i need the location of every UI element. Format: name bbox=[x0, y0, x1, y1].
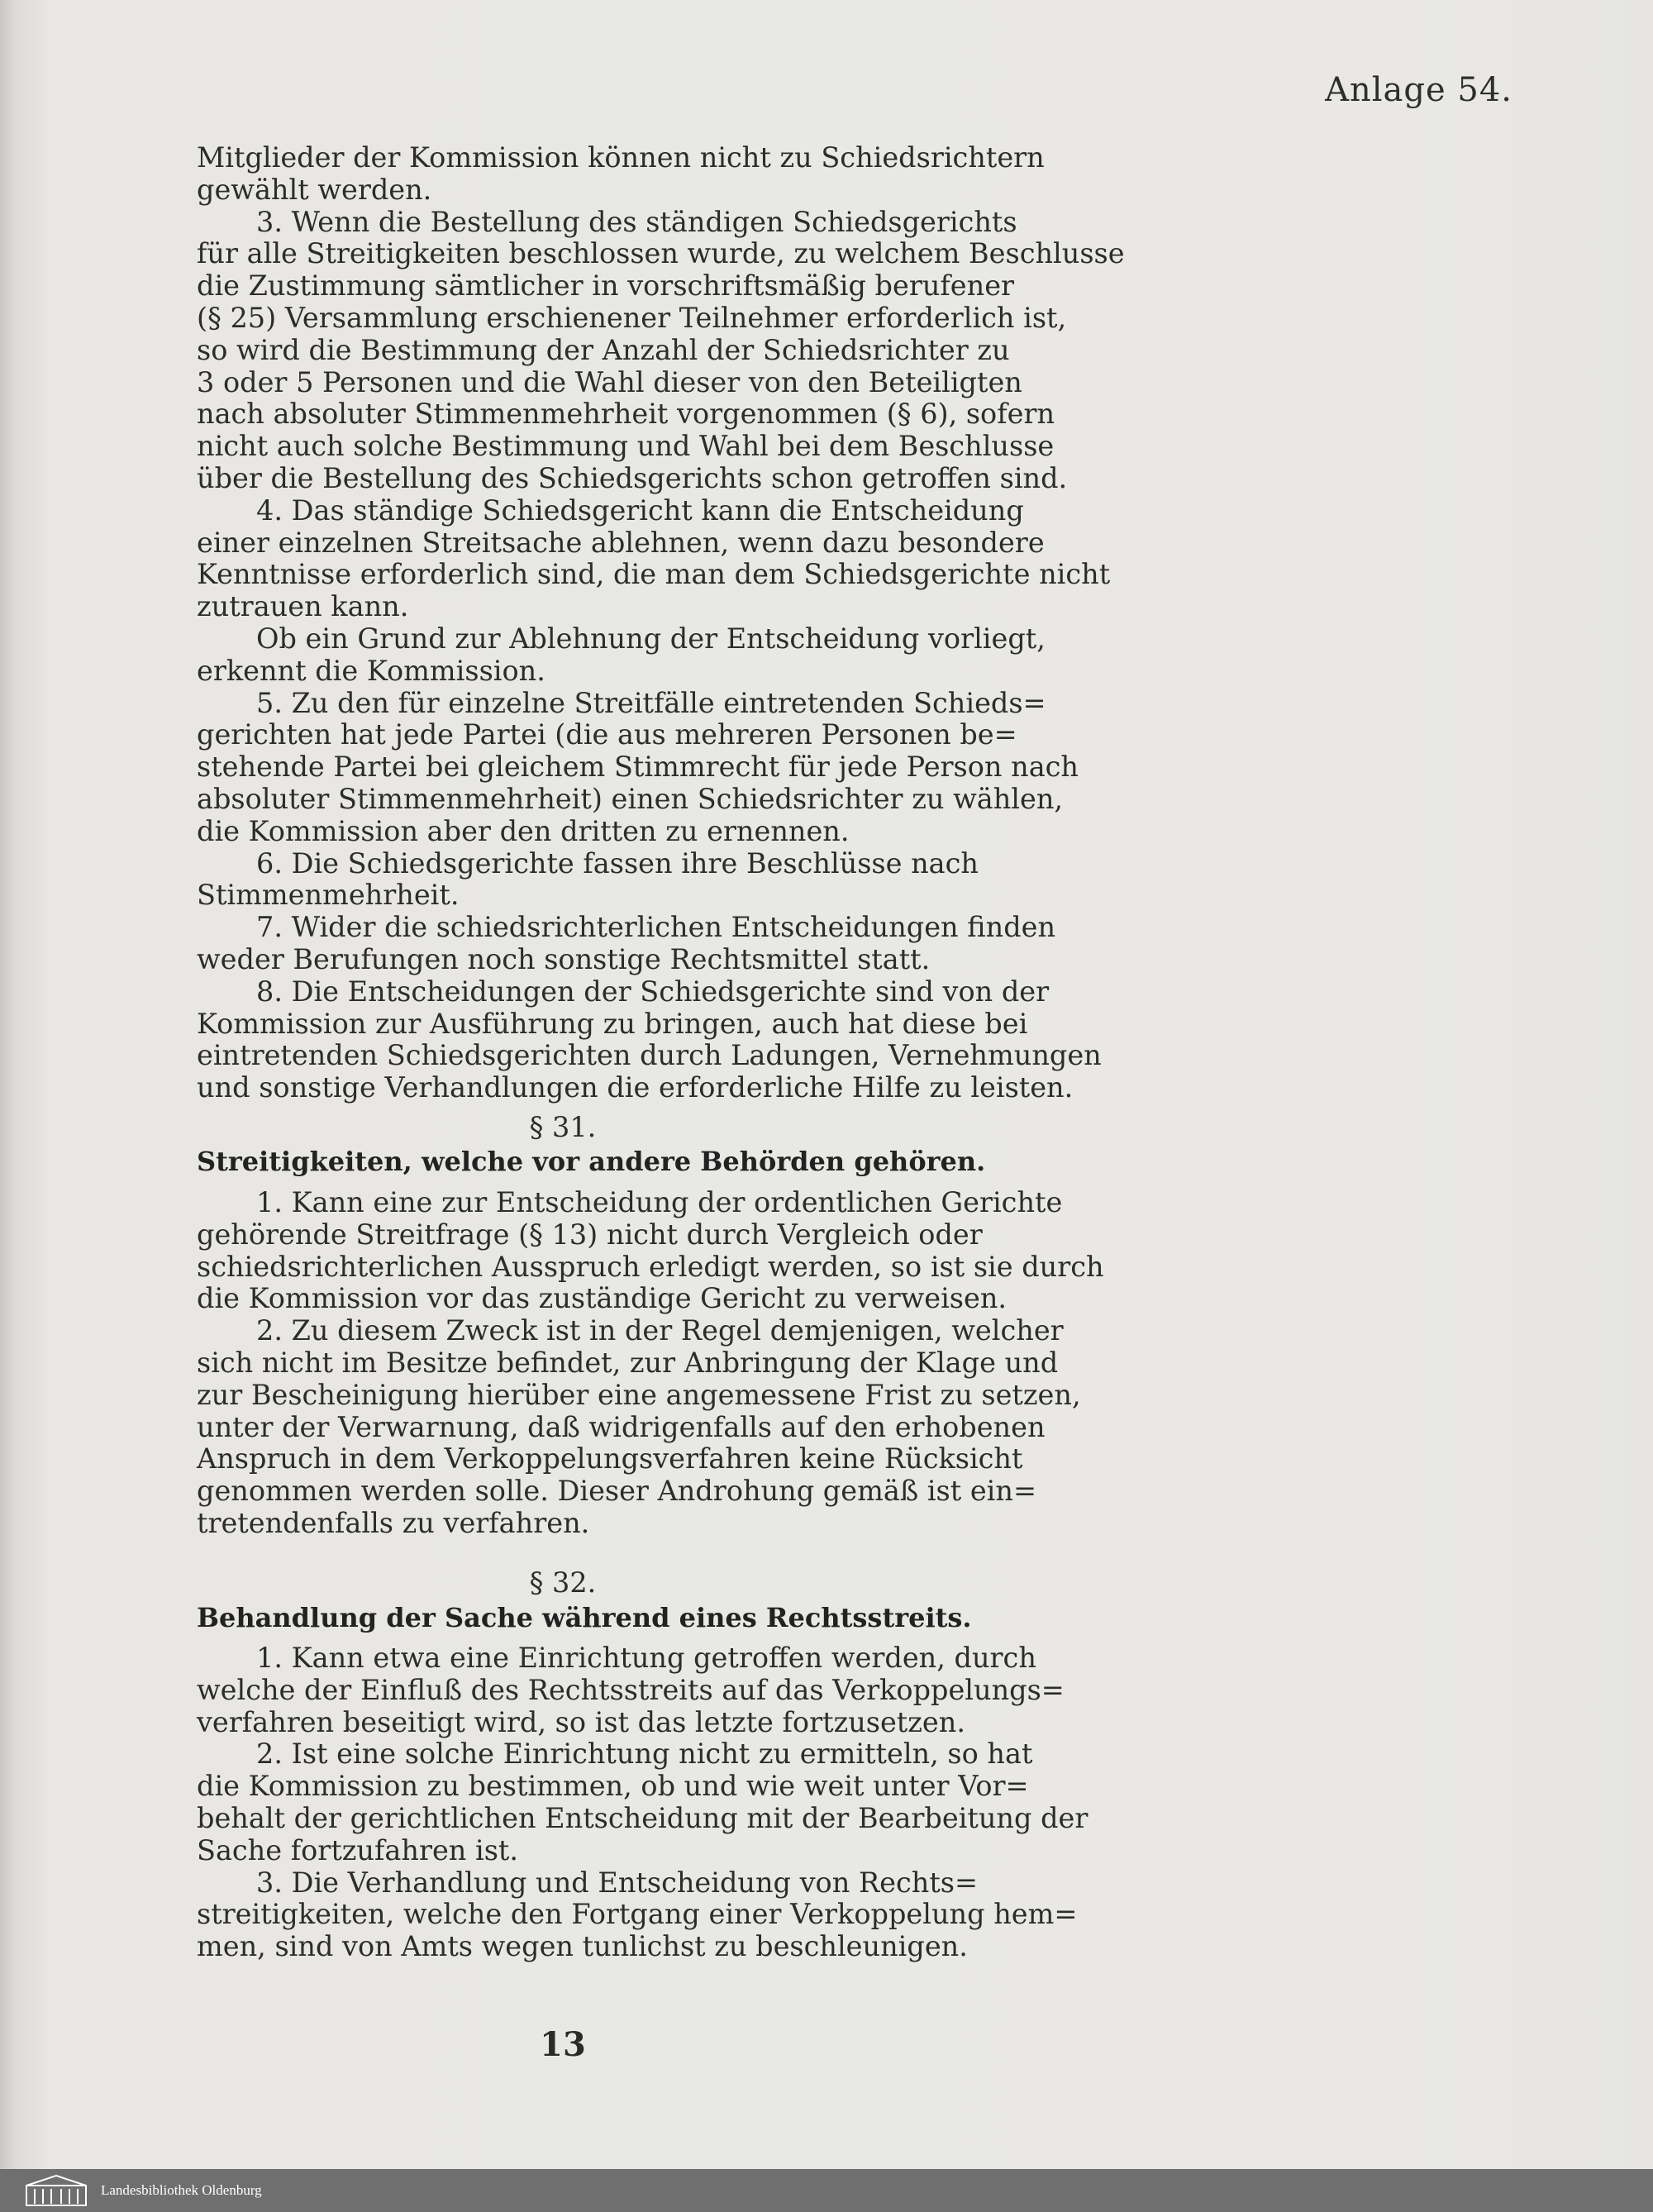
text-line: über die Bestellung des Schiedsgerichts schon getroffen sind. bbox=[197, 461, 1068, 494]
section-number: § 32. bbox=[529, 1566, 597, 1599]
text-line: genommen werden solle. Dieser Androhung gemäß ist ein= bbox=[197, 1475, 1037, 1508]
text-line: nach absoluter Stimmenmehrheit vorgenommen (§ 6), sofern bbox=[197, 398, 1055, 431]
text-line: 3 oder 5 Personen und die Wahl dieser von den Beteiligten bbox=[197, 365, 1022, 398]
text-line: (§ 25) Versammlung erschienener Teilnehmer erforderlich ist, bbox=[197, 301, 1067, 334]
text-line: 1. Kann etwa eine Einrichtung getroffen werden, durch bbox=[256, 1642, 1036, 1674]
page-number: 13 bbox=[540, 2025, 586, 2064]
text-line: für alle Streitigkeiten beschlossen wurde, zu welchem Beschlusse bbox=[197, 237, 1125, 270]
text-line: eintretenden Schiedsgerichten durch Ladungen, Vernehmungen bbox=[197, 1039, 1102, 1072]
section-number: § 31. bbox=[529, 1111, 597, 1143]
text-line: schiedsrichterlichen Ausspruch erledigt werden, so ist sie durch bbox=[197, 1250, 1104, 1283]
text-line: 3. Wenn die Bestellung des ständigen Schiedsgerichts bbox=[256, 205, 1017, 238]
text-line: gewählt werden. bbox=[197, 173, 432, 206]
text-block bbox=[197, 1186, 1104, 1540]
text-line: absoluter Stimmenmehrheit) einen Schiedsrichter zu wählen, bbox=[197, 782, 1064, 815]
text-line: so wird die Bestimmung der Anzahl der Schiedsrichter zu bbox=[197, 333, 1010, 366]
text-line: zur Bescheinigung hierüber eine angemessene Frist zu setzen, bbox=[197, 1378, 1081, 1411]
text-line: erkennt die Kommission. bbox=[197, 654, 545, 687]
text-line: 8. Die Entscheidungen der Schiedsgerichte sind von der bbox=[256, 975, 1050, 1008]
text-line: die Kommission aber den dritten zu ernennen. bbox=[197, 814, 850, 847]
text-line: stehende Partei bei gleichem Stimmrecht für jede Person nach bbox=[197, 751, 1079, 784]
text-line: 2. Ist eine solche Einrichtung nicht zu ermitteln, so hat bbox=[256, 1738, 1033, 1771]
text-line: 3. Die Verhandlung und Entscheidung von Rechts= bbox=[256, 1866, 979, 1899]
footer-label: Landesbibliothek Oldenburg bbox=[101, 2182, 262, 2198]
text-line: 7. Wider die schiedsrichterlichen Entscheidungen finden bbox=[256, 911, 1056, 944]
text-line: Anspruch in dem Verkoppelungsverfahren keine Rücksicht bbox=[197, 1442, 1023, 1475]
text-line: weder Berufungen noch sonstige Rechtsmittel statt. bbox=[197, 942, 931, 975]
text-line: 1. Kann eine zur Entscheidung der ordentlichen Gerichte bbox=[256, 1186, 1063, 1218]
text-line: Sache fortzufahren ist. bbox=[197, 1833, 519, 1866]
text-line: Stimmenmehrheit. bbox=[197, 879, 460, 912]
text-block bbox=[197, 1642, 1089, 1963]
text-line: gerichten hat jede Partei (die aus mehreren Personen be= bbox=[197, 718, 1017, 751]
text-line: Mitglieder der Kommission können nicht zu Schiedsrichtern bbox=[197, 141, 1045, 174]
text-line: nicht auch solche Bestimmung und Wahl bei dem Beschlusse bbox=[197, 430, 1055, 463]
text-line: 4. Das ständige Schiedsgericht kann die Entscheidung bbox=[256, 493, 1024, 527]
section-title: Streitigkeiten, welche vor andere Behörden gehören. bbox=[197, 1146, 986, 1177]
text-line: 2. Zu diesem Zweck ist in der Regel demjenigen, welcher bbox=[256, 1314, 1064, 1347]
text-line: Kommission zur Ausführung zu bringen, auch hat diese bei bbox=[197, 1007, 1028, 1040]
text-line: Ob ein Grund zur Ablehnung der Entscheidung vorliegt, bbox=[256, 622, 1046, 655]
text-line: unter der Verwarnung, daß widrigenfalls auf den erhobenen bbox=[197, 1410, 1046, 1443]
text-line: streitigkeiten, welche den Fortgang einer Verkoppelung hem= bbox=[197, 1898, 1078, 1931]
text-line: 5. Zu den für einzelne Streitfälle eintretenden Schieds= bbox=[256, 686, 1046, 719]
text-block bbox=[197, 141, 1125, 1104]
text-line: zutrauen kann. bbox=[197, 590, 409, 623]
text-line: gehörende Streitfrage (§ 13) nicht durch Vergleich oder bbox=[197, 1218, 983, 1251]
text-line: welche der Einfluß des Rechtsstreits auf das Verkoppelungs= bbox=[197, 1673, 1065, 1706]
text-line: men, sind von Amts wegen tunlichst zu beschleunigen. bbox=[197, 1930, 968, 1963]
library-building-icon bbox=[25, 2174, 88, 2207]
page-header: Anlage 54. bbox=[1325, 71, 1512, 109]
section-title: Behandlung der Sache während eines Rechtsstreits. bbox=[197, 1602, 972, 1633]
text-line: tretendenfalls zu verfahren. bbox=[197, 1506, 590, 1539]
footer-bar bbox=[0, 2169, 1653, 2212]
text-line: die Kommission zu bestimmen, ob und wie weit unter Vor= bbox=[197, 1770, 1029, 1803]
text-line: und sonstige Verhandlungen die erforderliche Hilfe zu leisten. bbox=[197, 1071, 1074, 1104]
text-line: 6. Die Schiedsgerichte fassen ihre Beschlüsse nach bbox=[256, 846, 979, 880]
text-line: Kenntnisse erforderlich sind, die man dem Schiedsgerichte nicht bbox=[197, 558, 1111, 591]
text-line: die Zustimmung sämtlicher in vorschriftsmäßig berufener bbox=[197, 269, 1015, 303]
text-line: die Kommission vor das zuständige Gericht zu verweisen. bbox=[197, 1282, 1008, 1315]
text-line: behalt der gerichtlichen Entscheidung mit der Bearbeitung der bbox=[197, 1801, 1089, 1834]
text-line: sich nicht im Besitze befindet, zur Anbringung der Klage und bbox=[197, 1346, 1059, 1379]
text-line: einer einzelnen Streitsache ablehnen, wenn dazu besondere bbox=[197, 526, 1045, 559]
text-line: verfahren beseitigt wird, so ist das letzte fortzusetzen. bbox=[197, 1705, 965, 1738]
